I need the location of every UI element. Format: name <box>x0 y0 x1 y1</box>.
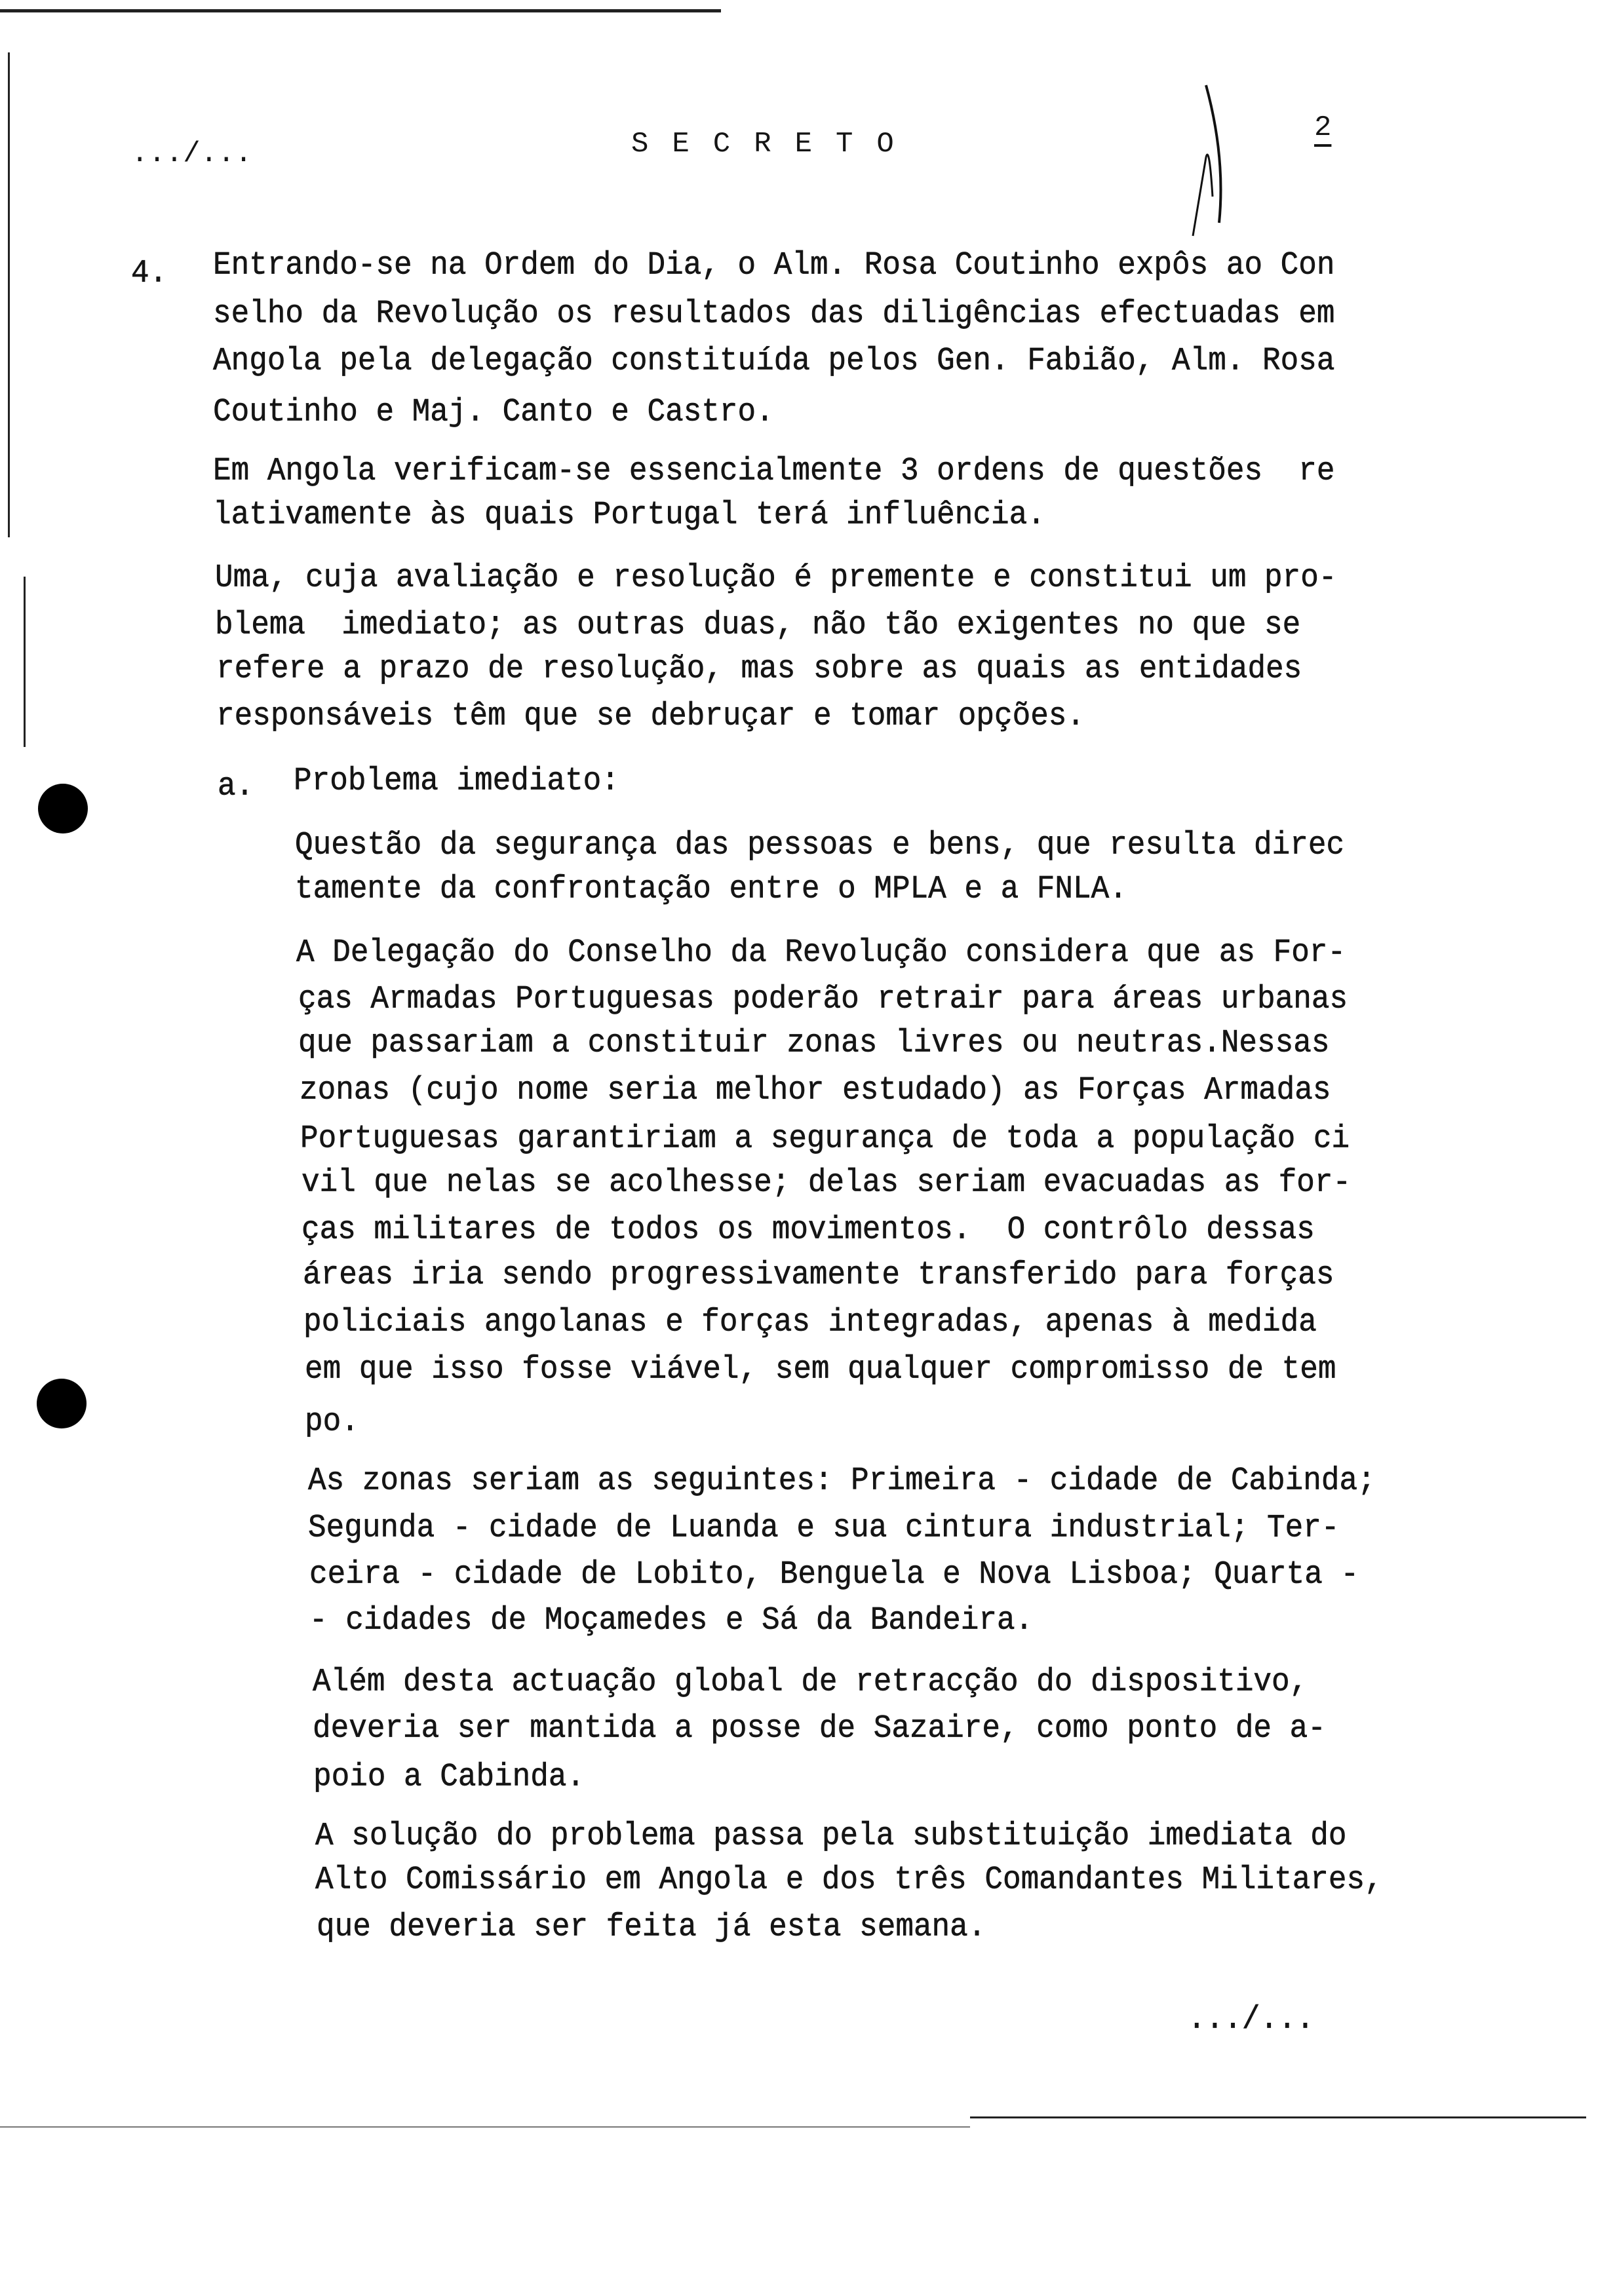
text-line: refere a prazo de resolução, mas sobre as quais as entidades <box>216 651 1302 687</box>
text-line: responsáveis têm que se debruçar e tomar opções. <box>216 698 1085 735</box>
text-line: blema imediato; as outras duas, não tão exigentes no que se <box>215 607 1301 643</box>
bottom-border-line <box>970 2116 1586 2118</box>
page-number: 2 <box>1314 111 1332 144</box>
punch-hole <box>38 784 88 833</box>
text-line: A Delegação do Conselho da Revolução considera que as For- <box>296 934 1346 971</box>
text-line: Uma, cuja avaliação e resolução é premente e constitui um pro- <box>215 560 1337 596</box>
text-line: vil que nelas se acolhesse; delas seriam evacuadas as for- <box>302 1164 1352 1201</box>
text-line: tamente da confrontação entre o MPLA e a FNLA. <box>295 871 1127 908</box>
punch-hole <box>37 1379 87 1428</box>
top-border-line <box>0 9 721 12</box>
text-line: - cidades de Moçamedes e Sá da Bandeira. <box>309 1602 1034 1639</box>
handwritten-mark <box>1180 79 1272 249</box>
text-line: Angola pela delegação constituída pelos Gen. Fabião, Alm. Rosa <box>213 343 1335 379</box>
text-line: Além desta actuação global de retracção do dispositivo, <box>313 1664 1308 1700</box>
text-line: po. <box>305 1404 359 1440</box>
text-line: em que isso fosse viável, sem qualquer compromisso de tem <box>305 1351 1336 1388</box>
text-line: Em Angola verificam-se essencialmente 3 ordens de questões re <box>213 453 1335 489</box>
subitem-letter: a. <box>218 768 254 805</box>
left-border-line <box>8 52 10 537</box>
text-line: lativamente às quais Portugal terá influência. <box>213 497 1045 533</box>
text-line: As zonas seriam as seguintes: Primeira - cidade de Cabinda; <box>308 1463 1376 1499</box>
text-line: ceira - cidade de Lobito, Benguela e Nova Lisboa; Quarta - <box>309 1556 1359 1593</box>
text-line: Segunda - cidade de Luanda e sua cintura industrial; Ter- <box>308 1510 1340 1546</box>
text-line: selho da Revolução os resultados das diligências efectuadas em <box>213 296 1335 332</box>
text-line: zonas (cujo nome seria melhor estudado) as Forças Armadas <box>300 1072 1331 1109</box>
bottom-border-line <box>0 2126 970 2128</box>
text-line: deveria ser mantida a posse de Sazaire, como ponto de a- <box>313 1710 1326 1747</box>
text-line: Entrando-se na Ordem do Dia, o Alm. Rosa Coutinho expôs ao Con <box>213 247 1335 284</box>
text-line: que passariam a constituir zonas livres ou neutras.Nessas <box>298 1025 1330 1062</box>
text-line: poio a Cabinda. <box>313 1759 585 1795</box>
text-line: policiais angolanas e forças integradas, apenas à medida <box>303 1304 1317 1341</box>
text-line: que deveria ser feita já esta semana. <box>317 1909 986 1945</box>
classification-label: SECRETO <box>631 128 918 161</box>
text-line: Questão da segurança das pessoas e bens, que resulta direc <box>295 827 1345 864</box>
text-line: ças Armadas Portuguesas poderão retrair para áreas urbanas <box>298 981 1348 1018</box>
text-line: áreas iria sendo progressivamente transferido para forças <box>303 1257 1334 1293</box>
subitem-title: Problema imediato: <box>294 763 619 799</box>
text-line: Coutinho e Maj. Canto e Castro. <box>213 394 774 430</box>
continuation-marker-top: .../... <box>131 138 252 170</box>
text-line: ças militares de todos os movimentos. O contrôlo dessas <box>302 1212 1315 1248</box>
text-line: Alto Comissário em Angola e dos três Comandantes Militares, <box>315 1862 1383 1898</box>
item-number: 4. <box>131 255 168 292</box>
continuation-marker-bottom: .../... <box>1188 2001 1315 2038</box>
text-line: A solução do problema passa pela substituição imediata do <box>315 1818 1347 1854</box>
left-border-line <box>24 577 26 747</box>
text-line: Portuguesas garantiriam a segurança de toda a população ci <box>300 1120 1350 1157</box>
